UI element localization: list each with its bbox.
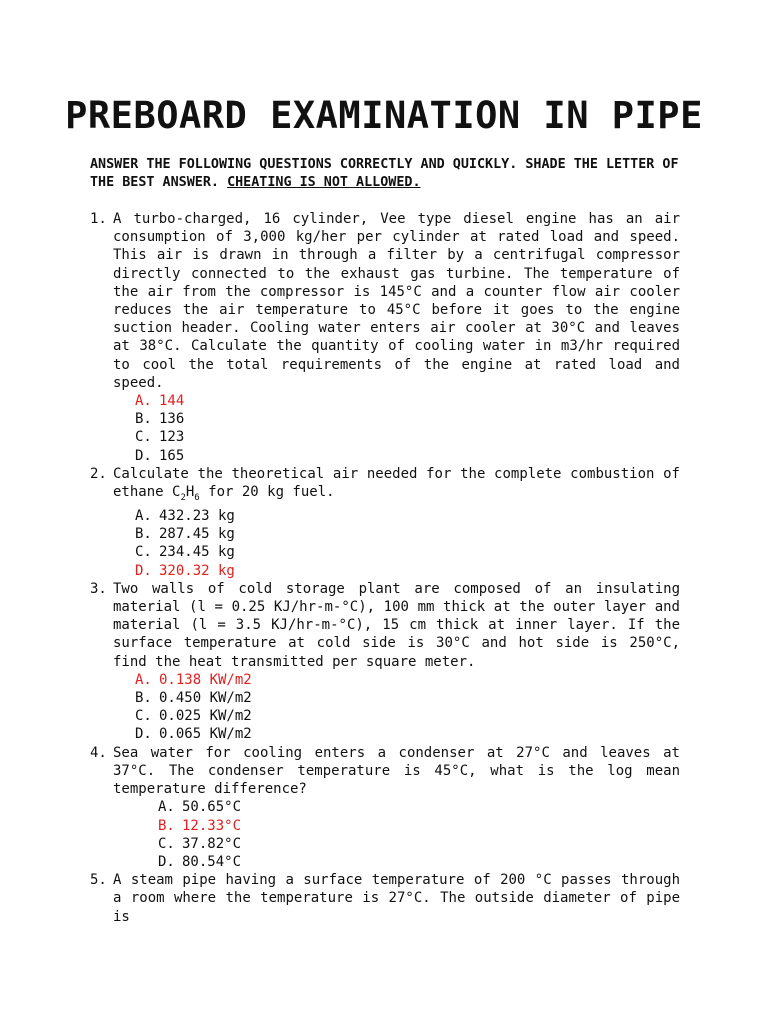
option-d[interactable]: D. 165 [135, 447, 185, 464]
question-number: 1. [90, 211, 107, 227]
question-list [90, 210, 680, 926]
answer-options [113, 507, 680, 580]
question-text: Sea water for cooling enters a condenser at 27°C and leaves at 37°C. The condenser temperature is 45°C, what is the log mean temperature difference? [113, 744, 680, 798]
option-a[interactable]: A. 432.23 kg [135, 508, 235, 525]
question-number: 3. [90, 580, 107, 597]
question-text: Two walls of cold storage plant are composed of an insulating material (l = 0.25 KJ/hr-m-°C), 100 mm thick at the outer layer and material (l = 3.5 KJ/hr-m-°C), 15 cm thick at inner layer. If the surface temperature at cold side is 30°C and hot side is 250°C, find the heat transmitted per square meter. [113, 580, 680, 670]
question-1 [90, 210, 680, 465]
option-c[interactable]: C. 37.82°C [158, 835, 242, 852]
question-text: A steam pipe having a surface temperature of 200 °C passes through a room where the temperature is 27°C. The outside diameter of pipe is [113, 872, 680, 925]
answer-options [113, 798, 680, 871]
instructions-text: ANSWER THE FOLLOWING QUESTIONS CORRECTLY AND QUICKLY. SHADE THE LETTER OF THE BEST ANSWER. [90, 157, 679, 190]
page-title: PREBOARD EXAMINATION IN PIPE [65, 94, 703, 137]
instructions [90, 156, 690, 192]
instructions-warning: CHEATING IS NOT ALLOWED. [227, 175, 421, 190]
question-number: 2. [90, 465, 107, 482]
question-5 [90, 871, 680, 926]
question-text: Calculate the theoretical air needed for the complete combustion of ethane $C_2H_6$ for 20 kg fuel. [113, 465, 680, 503]
question-number: 4. [90, 744, 107, 761]
question-2 [90, 465, 680, 580]
option-d[interactable]: D. 320.32 kg [135, 562, 235, 579]
question-3 [90, 580, 680, 744]
question-4 [90, 744, 680, 871]
option-a[interactable]: A. 0.138 KW/m2 [135, 671, 252, 688]
question-text: A turbo-charged, 16 cylinder, Vee type diesel engine has an air consumption of 3,000 kg/her per cylinder at rated load and speed. This air is drawn in through a filter by a centrifugal compressor directly connected to the exhaust gas turbine. The temperature of the air from the compressor is 145°C and a counter flow air cooler reduces the air temperature to 45°C before it goes to the engine suction header. Cooling water enters air cooler at 30°C and leaves at 38°C. Calculate the quantity of cooling water in m3/hr required to cool the total requirements of the engine at rated load and speed. [113, 211, 680, 391]
option-a[interactable]: A. 144 [135, 393, 185, 410]
answer-options [113, 671, 680, 744]
option-b[interactable]: B. 12.33°C [158, 817, 242, 834]
option-b[interactable]: B. 287.45 kg [135, 526, 235, 543]
option-a[interactable]: A. 50.65°C [158, 799, 242, 816]
option-c[interactable]: C. 123 [135, 429, 185, 446]
question-number: 5. [90, 872, 107, 889]
answer-options [113, 392, 680, 465]
option-c[interactable]: C. 0.025 KW/m2 [135, 708, 252, 725]
option-d[interactable]: D. 0.065 KW/m2 [135, 726, 252, 743]
option-d[interactable]: D. 80.54°C [158, 853, 242, 870]
option-b[interactable]: B. 0.450 KW/m2 [135, 690, 252, 707]
option-b[interactable]: B. 136 [135, 411, 185, 428]
option-c[interactable]: C. 234.45 kg [135, 544, 235, 561]
